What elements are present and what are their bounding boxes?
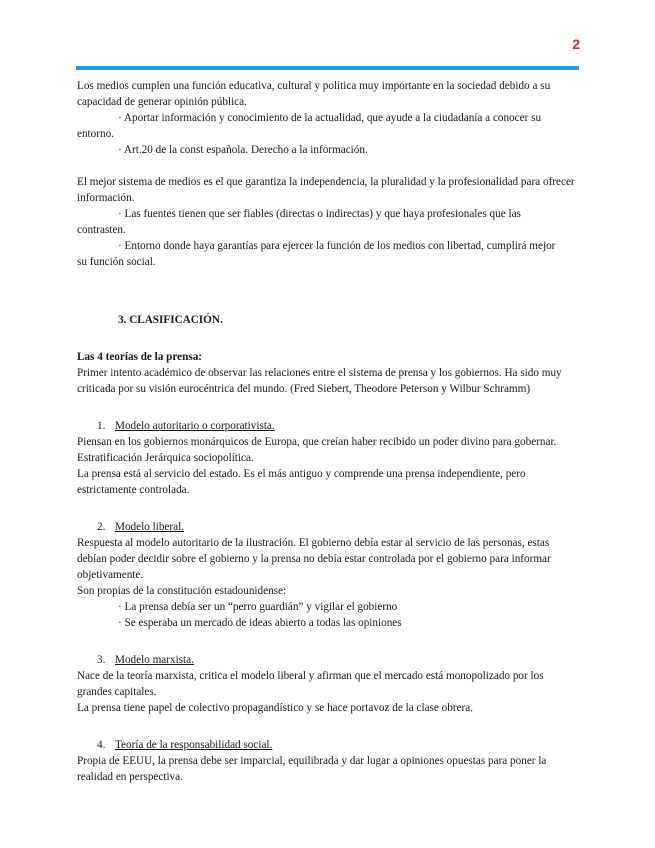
intro-bullet-1-cont: entorno. [77, 128, 114, 140]
intro-paragraph-1: Los medios cumplen una función educativa, cultural y política muy importante en la sociedad debido a su capacidad de generar opinión pública. [77, 80, 551, 108]
model-1-paragraph-2: La prensa está al servicio del estado. Es el más antiguo y comprende una prensa independiente, pero estrictamente controlada. [77, 468, 526, 496]
model-4-number: 4. [97, 739, 106, 751]
intro-bullet-4-cont: su función social. [77, 256, 156, 268]
model-2-bullet-1: · La prensa debía ser un “perro guardián” y vigilar el gobierno [118, 601, 398, 613]
section-intro: Primer intento académico de observar las relaciones entre el sistema de prensa y los gobiernos. Ha sido muy criticada por su visión eurocéntrica del mundo. (Fred Siebert, Theodore Peterson y Wilbur Schramm) [77, 367, 562, 395]
section-title: 3. CLASIFICACIÓN. [118, 314, 223, 326]
model-3-paragraph-2: La prensa tiene papel de colectivo propagandístico y se hace portavoz de la clase obrera. [77, 702, 474, 714]
model-2-bullet-2: · Se esperaba un mercado de ideas abierto a todas las opiniones [118, 617, 402, 629]
model-2-number: 2. [97, 521, 106, 533]
intro-bullet-4: · Entorno donde haya garantías para ejercer la función de los medios con libertad, cumplirá mejor [118, 240, 556, 252]
model-2-paragraph-1: Respuesta al modelo autoritario de la ilustración. El gobierno debía estar al servicio de las personas, estas debían poder decidir sobre el gobierno y la prensa no debía estar controlada por el gobierno para informar objetivamente. [77, 537, 551, 581]
intro-paragraph-2: El mejor sistema de medios es el que garantiza la independencia, la pluralidad y la profesionalidad para ofrecer información. [77, 176, 575, 204]
intro-bullet-3-cont: contrasten. [77, 224, 126, 236]
model-3-paragraph-1: Nace de la teoría marxista, critica el modelo liberal y afirman que el mercado está monopolizado por los grandes capitales. [77, 670, 544, 698]
model-4-heading [77, 737, 577, 753]
model-1-paragraph-1: Piensan en los gobiernos monárquicos de Europa, que creían haber recibido un poder divino para gobernar. Estratificación Jerárquica sociopolítica. [77, 436, 557, 464]
section-subtitle: Las 4 teorías de la prensa: [77, 351, 203, 363]
model-3-heading [77, 652, 577, 668]
model-3-title: Modelo marxista. [115, 654, 194, 666]
intro-bullet-1: · Aportar información y conocimiento de la actualidad, que ayude a la ciudadanía a conocer su [118, 112, 542, 124]
model-4-paragraph-1: Propia de EEUU, la prensa debe ser imparcial, equilibrada y dar lugar a opiniones opuestas para poner la realidad en perspectiva. [77, 755, 547, 783]
page-number: 2 [572, 36, 580, 52]
model-4-title: Teoría de la responsabilidad social. [115, 739, 273, 751]
model-3-number: 3. [97, 654, 106, 666]
header-rule [76, 66, 579, 70]
intro-bullet-3: · Las fuentes tienen que ser fiables (directas o indirectas) y que haya profesionales que las [118, 208, 521, 220]
model-2-title: Modelo liberal. [115, 521, 184, 533]
model-1-title: Modelo autoritario o corporativista. [115, 420, 275, 432]
model-1-number: 1. [97, 420, 106, 432]
model-1-heading [77, 418, 577, 434]
document-body [77, 78, 577, 785]
model-2-paragraph-2: Son propias de la constitución estadounidense: [77, 585, 287, 597]
model-2-heading [77, 519, 577, 535]
intro-bullet-2: · Art.20 de la const española. Derecho a la información. [118, 144, 368, 156]
